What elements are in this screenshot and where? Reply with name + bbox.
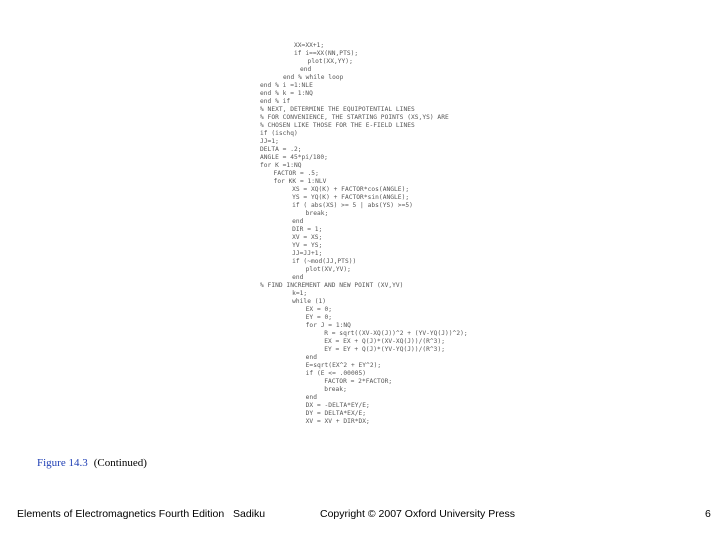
code-listing-figure — [250, 40, 470, 440]
footer-book-title: Elements of Electromagnetics Fourth Edition — [17, 508, 225, 520]
code-line: plot(XX,YY); — [300, 58, 353, 65]
code-line: DELTA = .2; — [260, 146, 302, 153]
footer-page-number: 6 — [705, 508, 711, 520]
code-line: end — [283, 354, 317, 361]
code-line: FACTOR = .5; — [266, 170, 319, 177]
code-line: JJ=JJ+1; — [277, 250, 323, 257]
code-line: DX = -DELTA*EY/E; — [283, 402, 370, 409]
code-line: if (~mod(JJ,PTS)) — [277, 258, 357, 265]
code-line: FACTOR = 2*FACTOR; — [294, 378, 393, 385]
footer-copyright: Copyright © 2007 Oxford University Press — [320, 508, 516, 520]
code-line: end % i =1:NLE — [260, 82, 313, 89]
code-line: % CHOSEN LIKE THOSE FOR THE E-FIELD LINES — [260, 122, 415, 129]
code-line: R = sqrt((XV-XQ(J))^2 + (YV-YQ(J))^2); — [294, 330, 468, 337]
code-line: JJ=1; — [260, 138, 279, 145]
code-line: end — [300, 66, 312, 73]
code-line: XS = XQ(K) + FACTOR*cos(ANGLE); — [277, 186, 410, 193]
code-line: E=sqrt(EX^2 + EY^2); — [283, 362, 382, 369]
code-line: XV = XS; — [277, 234, 323, 241]
code-line: end % if — [260, 98, 291, 105]
code-line: k=1; — [277, 290, 308, 297]
code-line: ANGLE = 45*pi/180; — [260, 154, 328, 161]
figure-label: Figure 14.3 — [37, 457, 88, 469]
code-line: break; — [294, 386, 347, 393]
code-line: if (ischq) — [260, 130, 298, 137]
footer-author: Sadiku — [233, 508, 266, 520]
code-line: % FOR CONVENIENCE, THE STARTING POINTS (XS,YS) ARE — [260, 114, 449, 121]
code-line: YS = YQ(K) + FACTOR*sin(ANGLE); — [277, 194, 410, 201]
code-line: DY = DELTA*EX/E; — [283, 410, 367, 417]
code-line: if i==XX(NN,PTS); — [294, 50, 359, 57]
code-line: for K =1:NQ — [260, 162, 302, 169]
code-line: % FIND INCREMENT AND NEW POINT (XV,YV) — [260, 282, 404, 289]
code-line: YV = YS; — [277, 242, 323, 249]
code-line: if ( abs(XS) >= 5 | abs(YS) >=5) — [277, 202, 413, 209]
code-line: DIR = 1; — [277, 226, 323, 233]
figure-caption-text: (Continued) — [93, 457, 147, 469]
code-line: end — [277, 274, 304, 281]
figure-caption — [37, 457, 147, 469]
code-line: while (1) — [277, 298, 327, 305]
code-line: break; — [283, 210, 329, 217]
code-line: XX=XX+1; — [294, 42, 325, 49]
code-line: EX = EX + Q(J)*(XV-XQ(J))/(R^3); — [294, 338, 446, 345]
code-line: end % while loop — [283, 74, 344, 81]
code-line: for KK = 1:NLV — [266, 178, 327, 185]
code-line: % NEXT, DETERMINE THE EQUIPOTENTIAL LINES — [260, 106, 415, 113]
code-line: EX = 0; — [283, 306, 333, 313]
code-line: if (E <= .00005) — [283, 370, 367, 377]
code-line: end — [277, 218, 304, 225]
code-line: EY = EY + Q(J)*(YV-YQ(J))/(R^3); — [294, 346, 446, 353]
code-line: plot(XV,YV); — [283, 266, 351, 273]
code-line: EY = 0; — [283, 314, 333, 321]
code-line: end % k = 1:NQ — [260, 90, 313, 97]
code-line: XV = XV + DIR*DX; — [283, 418, 370, 425]
code-line: for J = 1:NQ — [283, 322, 351, 329]
code-line: end — [283, 394, 317, 401]
